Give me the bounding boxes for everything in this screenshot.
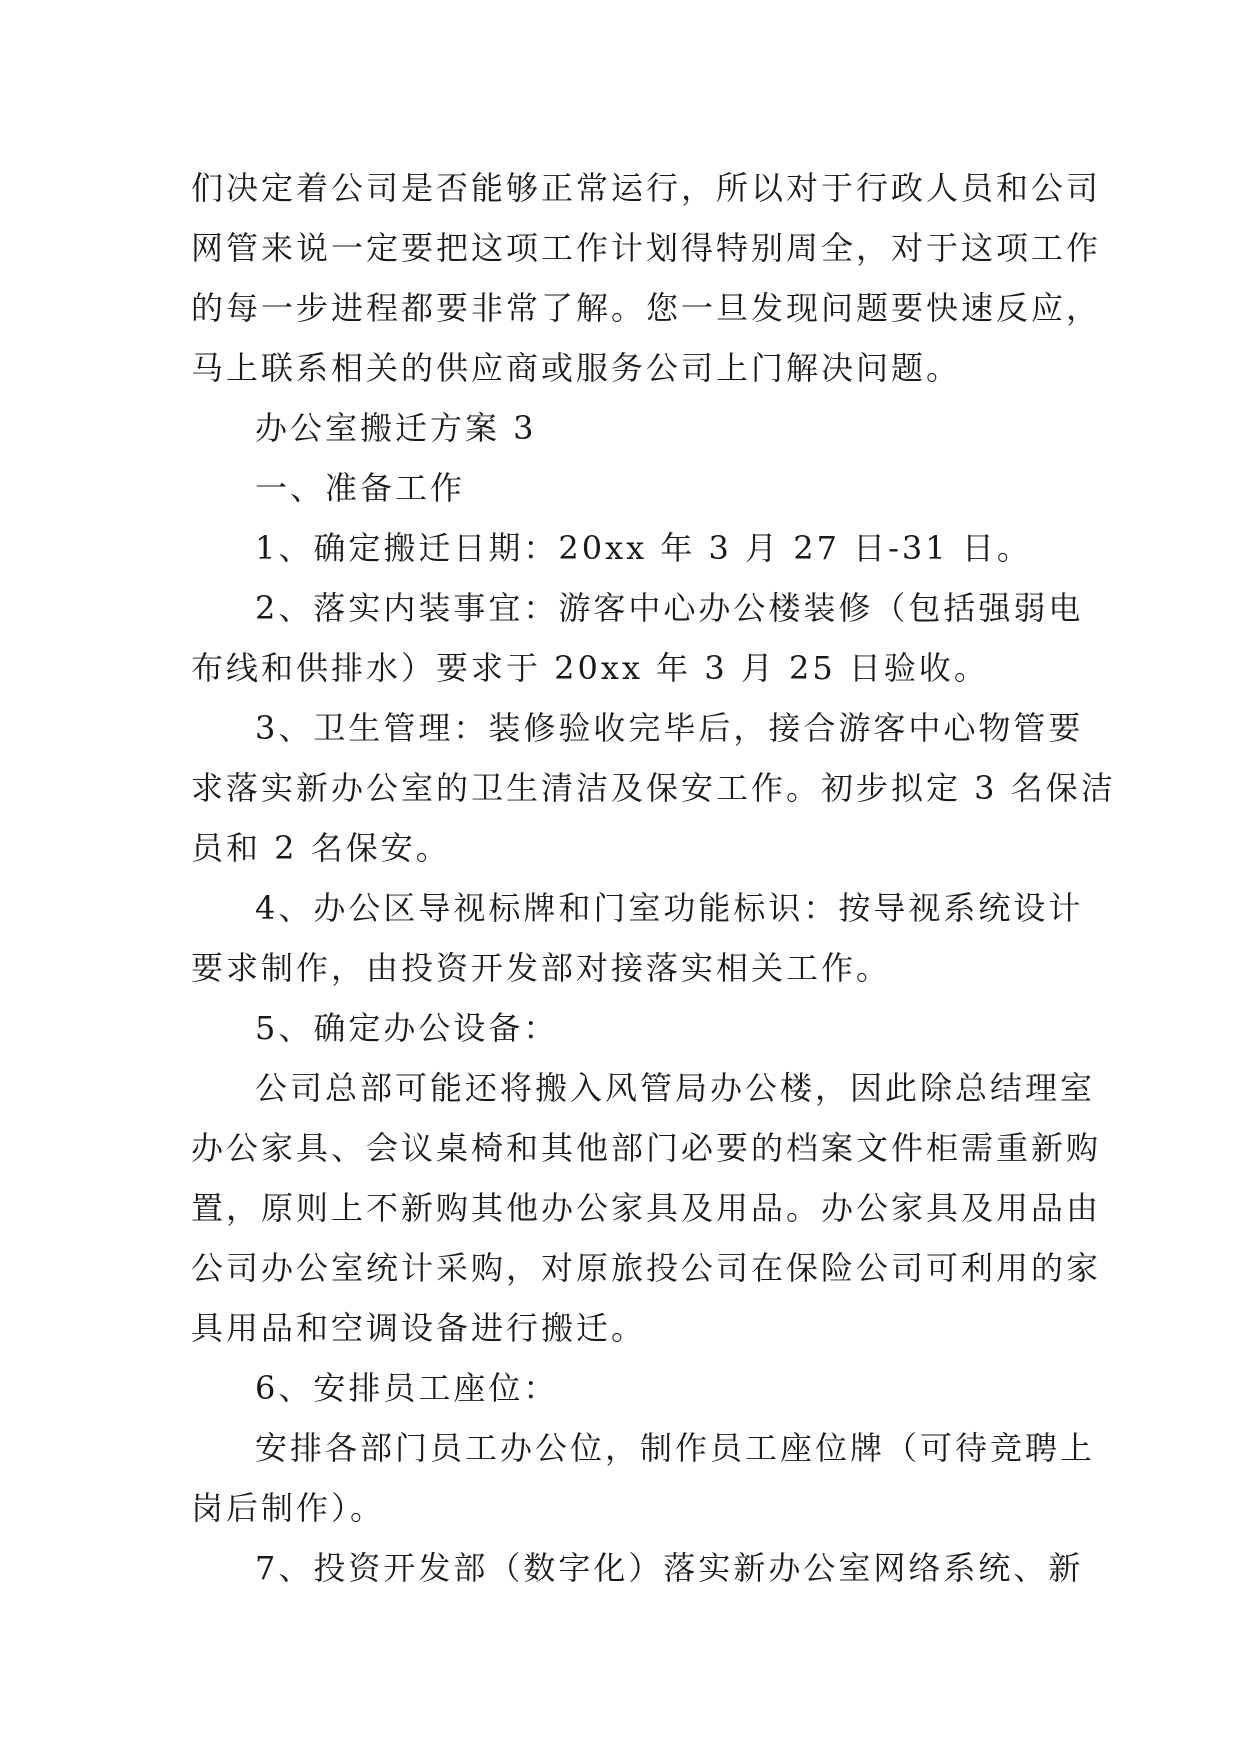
text-line: 公司办公室统计采购，对原旅投公司在保险公司可利用的家 <box>191 1249 1102 1287</box>
text-line: 马上联系相关的供应商或服务公司上门解决问题。 <box>191 349 962 387</box>
document-body <box>191 158 1116 1598</box>
text-line: 4、办公区导视标牌和门室功能标识：按导视系统设计 <box>255 889 1084 927</box>
text-line: 安排各部门员工办公位，制作员工座位牌（可待竞聘上 <box>255 1429 1096 1467</box>
text-line: 5、确定办公设备： <box>255 1009 559 1047</box>
text-line: 3、卫生管理：装修验收完毕后，接合游客中心物管要 <box>255 709 1084 747</box>
text-line: 布线和供排水）要求于 20xx 年 3 月 25 日验收。 <box>191 649 989 687</box>
text-line: 办公家具、会议桌椅和其他部门必要的档案文件柜需重新购 <box>191 1129 1102 1167</box>
text-line: 求落实新办公室的卫生清洁及保安工作。初步拟定 3 名保洁 <box>191 769 1116 807</box>
text-line: 的每一步进程都要非常了解。您一旦发现问题要快速反应， <box>191 289 1102 327</box>
text-line: 要求制作，由投资开发部对接落实相关工作。 <box>191 949 892 987</box>
text-line: 置，原则上不新购其他办公家具及用品。办公家具及用品由 <box>191 1189 1102 1227</box>
text-line: 2、落实内装事宜：游客中心办公楼装修（包括强弱电 <box>255 589 1084 627</box>
text-line: 公司总部可能还将搬入风管局办公楼，因此除总结理室 <box>255 1069 1096 1107</box>
text-line: 7、投资开发部（数字化）落实新办公室网络系统、新 <box>255 1549 1084 1587</box>
text-line: 办公室搬迁方案 3 <box>255 409 537 447</box>
text-line: 岗后制作）。 <box>191 1489 386 1527</box>
text-line: 1、确定搬迁日期：20xx 年 3 月 27 日-31 日。 <box>255 529 1032 567</box>
text-line: 们决定着公司是否能够正常运行，所以对于行政人员和公司 <box>191 169 1102 207</box>
text-line: 一、准备工作 <box>255 469 466 507</box>
text-line: 具用品和空调设备进行搬迁。 <box>191 1309 647 1347</box>
text-line: 6、安排员工座位： <box>255 1369 559 1407</box>
text-line: 员和 2 名保安。 <box>191 829 451 867</box>
text-line: 网管来说一定要把这项工作计划得特别周全，对于这项工作 <box>191 229 1102 267</box>
